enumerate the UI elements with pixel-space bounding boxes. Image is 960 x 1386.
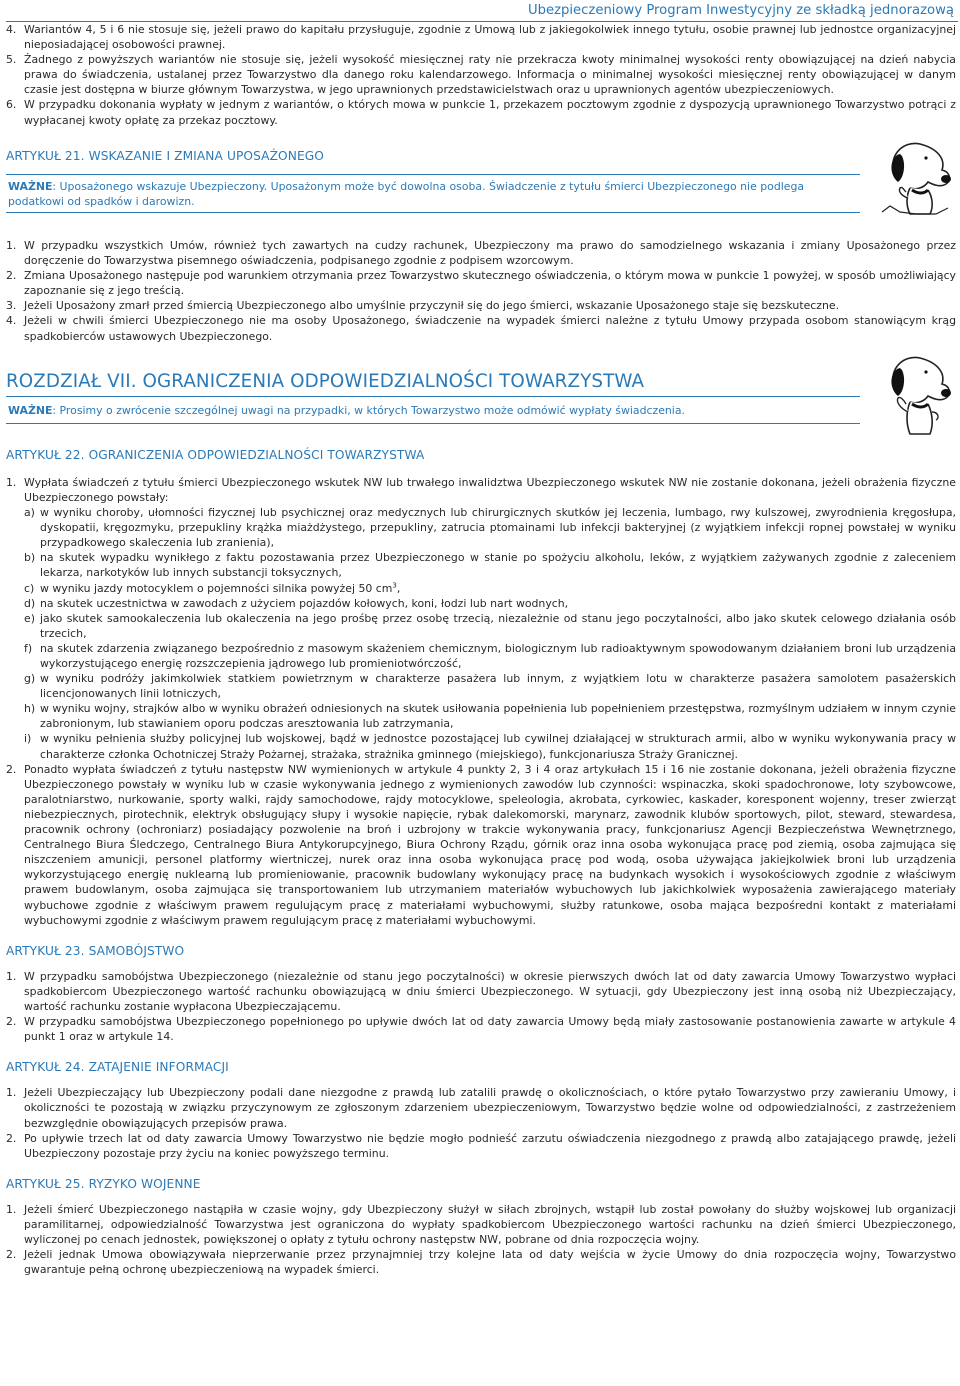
item-text: Jeżeli Uposażony zmarł przed śmiercią Ubezpieczonego albo umyślnie przyczynił się do jego śmierci, wskazanie Uposażonego staje się bezskuteczne. xyxy=(24,299,840,313)
subitem-text: w wyniku choroby, ułomności fizycznej lub psychicznej oraz medycznych lub chirurgicznych skutków jej leczenia, lumbago, rwy kulszowej, zwyrodnienia kręgosłupa, dyskopatii, kręgozmyku, przepukliny krążka miażdżystego, przepukliny, zatrucia ptomainami lub infekcji bakteryjnej (z wyjątkiem infekcji ropnej powstałej w wyniku przypadkowego skaleczenia lub zranienia), xyxy=(40,506,956,550)
item-text: Jeżeli Ubezpieczający lub Ubezpieczony podali dane niezgodne z prawdą lub zatalili prawdę o okolicznościach, o które pytało Towarzystwo przy zawieraniu Umowy, i okoliczności te pozostają w związku przyczynowym ze zgłoszonym zdarzeniem ubezpieczeniowym, Towarzystwo będzie wolne od odpowiedzialności, z zastrzeżeniem bezwzględnie obowiązujących przepisów prawa. xyxy=(24,1086,956,1130)
item-number: 1. xyxy=(6,475,17,489)
item-text: Jeżeli w chwili śmierci Ubezpieczonego nie ma osoby Uposażonego, świadczenie na wypadek śmierci należne z tytułu Umowy przypada osobom stanowiącym krąg spadkobierców ustawowych Ubezpieczonego. xyxy=(24,314,956,343)
item-text: W przypadku wszystkich Umów, również tych zawartych na cudzy rachunek, Ubezpieczony ma prawo do samodzielnego wskazania i zmiany Uposażonego przez doręczenie do Towarzystwa pisemnego oświadczenia, podpisanego zgodnie z podpisem wzorcowym. xyxy=(24,238,956,268)
list-item xyxy=(6,1131,956,1161)
list-item xyxy=(6,1014,956,1044)
item-number: 4. xyxy=(6,314,17,328)
subitem-text: w wyniku jazdy motocyklem o pojemności silnika powyżej 50 cm xyxy=(40,581,393,595)
subitem-letter: i) xyxy=(24,732,32,746)
art25-items xyxy=(6,1202,956,1277)
item-text: Jeżeli jednak Umowa obowiązywała nieprzerwanie przez przynajmniej trzy kolejne lata od daty wejścia w życie Umowy do dnia rozpoczęcia wojny, Towarzystwo gwarantuje pełną ochronę ubezpieczeniową na wypadek śmierci. xyxy=(24,1248,956,1277)
article-23-heading: ARTYKUŁ 23. SAMOBÓJSTWO xyxy=(6,943,185,958)
art21-items xyxy=(6,238,956,344)
list-item xyxy=(6,1085,956,1130)
item-number: 1. xyxy=(6,969,17,983)
document-body xyxy=(6,22,956,1277)
sublist-item xyxy=(24,731,956,761)
item-text: Ponadto wypłata świadczeń z tytułu następstw NW wymienionych w artykule 4 punkty 2, 3 i 4 oraz artykułach 15 i 16 nie zostanie dokonana, jeżeli obrażenia fizyczne Ubezpieczonego powstały w wyniku lub w czasie wykonywania jednego z wymienionych zawodów lub czynności: wspinaczka, skoki spadochronowe, loty szybowcowe, paralotniarstwo, nurkowanie, sporty walki, rajdy samochodowe, rajdy motocyklowe, speleologia, akrobata, cyrkowiec, kaskader, koresponent wojenny, treser zwierząt niebezpiecznych, pirotechnik, elektryk obsługujący słupy i wysokie napięcie, rybak dalekomorski, marynarz, zawodnik klubów sportowych, pilot, steward, stewardesa, pracownik ochrony (ochroniarz) posiadający pozwolenie na broń i uzbrojony w trakcie wykonywania pracy, funkcjonariusz Agencji Bezpieczeństwa Wewnętrznego, Centralnego Biura Śledczego, Centralnego Biura Antykorupcyjnego, Biura Ochrony Rządu, górnik oraz inna osoba wykonująca pracę pod ziemią, osoba zajmująca się niszczeniem amunicji, personel platformy wiertniczej, nurek oraz inna osoba wykonująca pracę pod wodą, osoba używająca jakiejkolwiek broni lub urządzenia wykorzystującego energię nuklearną lub promieniowanie, pracownik budowlany wykonujący pracę na budynkach wysokich i wysokościowych zgodnie z właściwym prawem budowlanym, osoba zajmująca się transportowaniem lub utrzymaniem materiałów wybuchowych lub jakichkolwiek wyposażenia zawierającego materiały wybuchowe zgodnie z właściwym prawem regulującym pracę z materiałami wybuchowymi, służby ratunkowe, osoba mająca bezpośredni kontakt z materiałami wybuchowymi zgodnie z właściwym prawem regulującym pracę z materiałami wybuchowymi. xyxy=(24,762,956,927)
article-22-heading: ARTYKUŁ 22. OGRANICZENIA ODPOWIEDZIALNOŚCI TOWARZYSTWA xyxy=(6,447,425,462)
art21-important-section xyxy=(6,174,956,213)
item-text: Wariantów 4, 5 i 6 nie stosuje się, jeżeli prawo do kapitału przysługuje, zgodnie z Umową lub z jakiegokolwiek innego tytułu, osobie prawnej lub jednostce organizacyjnej nieposiadającej osobowości prawnej. xyxy=(24,23,956,52)
item-number: 5. xyxy=(6,53,17,67)
subitem-text: na skutek zdarzenia związanego bezpośrednio z masowym skażeniem chemicznym, biologicznym lub radioaktywnym spowodowanym działaniem broni lub urządzenia wykorzystującego energię rozszczepienia jądrowego lub promieniotwórczość, xyxy=(40,641,956,670)
important-label: WAŻNE xyxy=(8,179,53,193)
list-item xyxy=(6,1247,956,1277)
important-note-box xyxy=(6,174,860,213)
item-text: Żadnego z powyższych wariantów nie stosuje się, jeżeli wysokość miesięcznej raty nie przekracza kwoty minimalnej wysokości renty obowiązującej na dzień nabycia prawa do świadczenia, ustalanej przez Towarzystwo dla danego roku kalendarzowego. Informacja o minimalnej wysokości miesięcznej renty obowiązującej w danym czasie jest dostępna w biurze głównym Towarzystwa, w jego uprawnionych przedstawicielstwach oraz u uprawnionych agentów ubezpieczeniowych. xyxy=(24,53,956,97)
article-21-heading: ARTYKUŁ 21. WSKAZANIE I ZMIANA UPOSAŻONEGO xyxy=(6,148,324,163)
snoopy-illustration-icon xyxy=(876,136,954,218)
list-item xyxy=(6,238,956,268)
subitem-letter: b) xyxy=(24,551,36,565)
important-text: : Uposażonego wskazuje Ubezpieczony. Uposażonym może być dowolna osoba. Świadczenie z tytułu śmierci Ubezpieczonego nie podlega podatkowi od spadków i darowizn. xyxy=(8,179,805,208)
item-text: W przypadku samobójstwa Ubezpieczonego (niezależnie od stanu jego poczytalności) w okresie pierwszych dwóch lat od daty zawarcia Umowy Towarzystwo wypłaci spadkobiercom Ubezpieczonego wartość rachunku obowiązującą w dniu śmierci Ubezpieczonego. W sytuacji, gdy Ubezpieczony jest inną osobą niż Ubezpieczający, wartość rachunku zostanie wypłacona Ubezpieczającemu. xyxy=(24,969,956,1013)
subitem-letter: g) xyxy=(24,672,36,686)
art24-items xyxy=(6,1085,956,1160)
item-number: 2. xyxy=(6,762,17,776)
list-item xyxy=(6,97,956,127)
subitem-text: w wyniku wojny, strajków albo w wyniku obrażeń odniesionych na skutek usiłowania popełnienia lub popełnieniem przestępstwa, rozmyślnym udziałem w innym czynie zabronionym, lub stawianiem oporu podczas aresztowania lub zatrzymania, xyxy=(40,702,956,731)
sublist-item xyxy=(24,596,956,611)
sublist-item xyxy=(24,550,956,580)
list-item xyxy=(6,762,956,928)
list-item xyxy=(6,313,956,343)
item-number: 2. xyxy=(6,269,17,283)
list-item xyxy=(6,268,956,298)
item-number: 1. xyxy=(6,1202,17,1216)
list-item xyxy=(6,1202,956,1247)
subitem-text: na skutek wypadku wynikłego z faktu pozostawania przez Ubezpieczonego w stanie po spożyciu alkoholu, leków, z wyjątkiem zażywanych zgodnie z zaleceniem lekarza, narkotyków lub innych substancji toksycznych, xyxy=(40,551,956,580)
subitem-letter: h) xyxy=(24,702,36,716)
sublist-item: c) w wyniku jazdy motocyklem o pojemności silnika powyżej 50 $cm^3$, xyxy=(24,580,401,595)
subitem-text: jako skutek samookaleczenia lub okaleczenia na jego prośbę przez osobę trzecią, niezależnie od stanu jego poczytalności, albo jako skutek celowego działania osób trzecich, xyxy=(40,611,956,640)
subitem-letter: f) xyxy=(24,641,33,655)
item-text: Wypłata świadczeń z tytułu śmierci Ubezpieczonego wskutek NW lub trwałego inwalidztwa Ubezpieczonego wskutek NW nie zostanie dokonana, jeżeli obrażenia fizyczne Ubezpieczonego powstały: xyxy=(24,475,956,504)
item-number: 4. xyxy=(6,23,17,36)
item-number: 1. xyxy=(6,238,17,252)
article-25-heading: ARTYKUŁ 25. RYZYKO WOJENNE xyxy=(6,1176,201,1191)
subitem-letter: e) xyxy=(24,611,35,625)
chapter-7-section xyxy=(6,370,956,424)
list-item xyxy=(6,475,956,762)
subitem-text: w wyniku pełnienia służby policyjnej lub wojskowej, bądź w jednostce pozostającej lub cywilnej działającej w strukturach armii, albo w wyniku wykonywania pracy w charakterze członka Ochotniczej Straży Pożarnej, strażaka, strażnika gminnego (miejskiego), funkcjonariusza Straży Granicznej. xyxy=(40,732,956,761)
list-item xyxy=(6,969,956,1014)
important-note-box xyxy=(6,396,860,424)
item-text: Zmiana Uposażonego następuje pod warunkiem otrzymania przez Towarzystwo skutecznego oświadczenia, o którym mowa w punkcie 1 powyżej, w sposób umożliwiający zapoznanie się z jego treścią. xyxy=(24,269,956,298)
subitem-text: w wyniku podróży jakimkolwiek statkiem powietrznym w charakterze pasażera lub innym, z wyjątkiem lotu w charakterze pasażera samolotem pasażerskich licencjonowanych linii lotniczych, xyxy=(40,672,956,701)
item-number: 1. xyxy=(6,1086,17,1100)
art22-items xyxy=(6,475,956,928)
item-number: 3. xyxy=(6,299,17,313)
sublist xyxy=(24,505,956,762)
subitem-letter: c) xyxy=(24,581,35,595)
important-label: WAŻNE xyxy=(8,403,53,417)
superscript: 3 xyxy=(392,580,397,589)
chapter-7-heading: ROZDZIAŁ VII. OGRANICZENIA ODPOWIEDZIALNOŚCI TOWARZYSTWA xyxy=(6,370,645,392)
sublist-item xyxy=(24,611,956,641)
subitem-letter: d) xyxy=(24,596,36,610)
subitem-text: na skutek uczestnictwa w zawodach z użyciem pojazdów kołowych, koni, łodzi lub nart wodnych, xyxy=(40,596,569,610)
art23-items xyxy=(6,969,956,1044)
snoopy-illustration-icon xyxy=(876,350,954,438)
list-item xyxy=(6,298,956,313)
item-number: 6. xyxy=(6,98,17,112)
sublist-item xyxy=(24,505,956,550)
item-number: 2. xyxy=(6,1131,17,1145)
item-text: W przypadku samobójstwa Ubezpieczonego popełnionego po upływie dwóch lat od daty zawarcia Umowy będą miały zastosowanie postanowienia zawarte w artykule 4 punkt 1 oraz w artykule 14. xyxy=(24,1015,956,1044)
item-text: Po upływie trzech lat od daty zawarcia Umowy Towarzystwo nie będzie mogło podnieść zarzutu oświadczenia niezgodnego z prawdą albo zatajającego prawdę, jeżeli Ubezpieczony pozostaje przy życiu na koniec powyższego terminu. xyxy=(24,1131,956,1160)
important-text: : Prosimy o zwrócenie szczególnej uwagi na przypadki, w których Towarzystwo może odmówić wypłaty świadczenia. xyxy=(52,403,685,417)
item-text: Jeżeli śmierć Ubezpieczonego nastąpiła w czasie wojny, gdy Ubezpieczony służył w siłach zbrojnych, wstąpił lub został powołany do służby wojskowej lub organizacji paramilitarnej, odpowiedzialność Towarzystwa jest ograniczona do wypłaty spadkobiercom Ubezpieczonego wartości rachunku na dzień śmierci Ubezpieczonego, wyliczonej po cenach jednostek, powiększonej o opłaty z tytułu ochrony następstw NW, pobrane od dnia rozpoczęcia wojny. xyxy=(24,1202,956,1247)
item-number: 2. xyxy=(6,1015,17,1029)
sublist-item xyxy=(24,671,956,701)
list-item xyxy=(6,52,956,97)
sublist-item xyxy=(24,641,956,671)
header-title: Ubezpieczeniowy Program Inwestycyjny ze składką jednorazową xyxy=(527,3,954,18)
article-24-heading: ARTYKUŁ 24. ZATAJENIE INFORMACJI xyxy=(6,1060,229,1075)
item-number: 2. xyxy=(6,1248,17,1262)
subitem-letter: a) xyxy=(24,506,35,520)
list-item xyxy=(6,22,956,52)
sublist-item xyxy=(24,701,956,731)
item-text: W przypadku dokonania wypłaty w jednym z wariantów, o których mowa w punkcie 1, przekazem pocztowym zgodnie z dyspozycją uprawnionego Towarzystwo potrąci z wypłacanej kwoty opłatę za przekaz pocztowy. xyxy=(24,98,956,127)
